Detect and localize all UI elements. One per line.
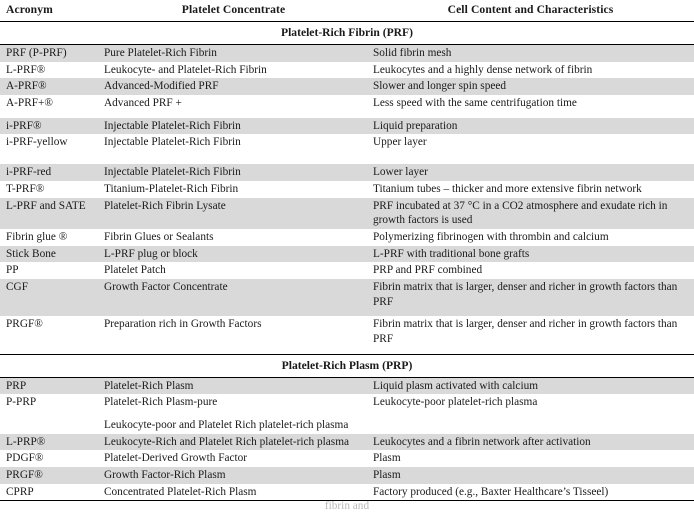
table-row [0, 95, 694, 118]
cell-acronym: L-PRF and SATE [0, 198, 100, 229]
cell-acronym: T-PRF® [0, 181, 100, 198]
cell-acronym: PDGF® [0, 450, 100, 467]
cell-concentrate: Pure Platelet-Rich Fibrin [100, 45, 367, 62]
cell-concentrate: Advanced-Modified PRF [100, 78, 367, 95]
table-row [0, 450, 694, 467]
section-header-prp [0, 354, 694, 377]
cell-acronym: L-PRP® [0, 434, 100, 451]
cell-acronym: i-PRF-yellow [0, 134, 100, 164]
header-row [0, 0, 694, 22]
cell-acronym [0, 417, 100, 434]
cell-characteristics: Fibrin matrix that is larger, denser and richer in growth factors than PRF [367, 279, 694, 316]
table-row [0, 262, 694, 279]
section-title-prp: Platelet-Rich Plasm (PRP) [0, 354, 694, 377]
cell-concentrate: Preparation rich in Growth Factors [100, 316, 367, 354]
cell-characteristics: Lower layer [367, 164, 694, 181]
cell-concentrate: Advanced PRF + [100, 95, 367, 118]
table-row [0, 484, 694, 501]
table-row [0, 198, 694, 229]
cell-acronym: L-PRF® [0, 62, 100, 79]
cell-characteristics: Upper layer [367, 134, 694, 164]
cell-characteristics: Polymerizing fibrinogen with thrombin and calcium [367, 229, 694, 246]
cell-characteristics: L-PRF with traditional bone grafts [367, 246, 694, 263]
cell-concentrate: Leukocyte-poor and Platelet Rich platelet-rich plasma [100, 417, 367, 434]
cell-characteristics: Slower and longer spin speed [367, 78, 694, 95]
table-row [0, 181, 694, 198]
table-row [0, 134, 694, 164]
table-row [0, 394, 694, 417]
cell-concentrate: Injectable Platelet-Rich Fibrin [100, 164, 367, 181]
column-header-cell-content: Cell Content and Characteristics [367, 0, 694, 22]
table-row [0, 417, 694, 434]
column-header-acronym: Acronym [0, 0, 100, 22]
cell-characteristics: PRF incubated at 37 °C in a CO2 atmosphere and exudate rich in growth factors is used [367, 198, 694, 229]
cell-characteristics: Fibrin matrix that is larger, denser and richer in growth factors than PRF [367, 316, 694, 354]
table-row [0, 434, 694, 451]
cell-concentrate: Leukocyte-Rich and Platelet Rich platelet-rich plasma [100, 434, 367, 451]
cell-acronym: PRP [0, 377, 100, 394]
cell-concentrate: Injectable Platelet-Rich Fibrin [100, 134, 367, 164]
cell-concentrate: Leukocyte- and Platelet-Rich Fibrin [100, 62, 367, 79]
cell-concentrate: Titanium-Platelet-Rich Fibrin [100, 181, 367, 198]
cell-concentrate: Fibrin Glues or Sealants [100, 229, 367, 246]
cell-characteristics: Factory produced (e.g., Baxter Healthcare’s Tisseel) [367, 484, 694, 501]
footer-cut-label: fibrin and [324, 500, 370, 512]
cell-characteristics: Liquid preparation [367, 118, 694, 135]
cell-concentrate: Concentrated Platelet-Rich Plasm [100, 484, 367, 501]
footer-cut-text [0, 500, 694, 521]
cell-acronym: A-PRF+® [0, 95, 100, 118]
cell-characteristics: Leukocytes and a fibrin network after activation [367, 434, 694, 451]
cell-concentrate: Platelet-Rich Plasm-pure [100, 394, 367, 417]
cell-characteristics: Leukocytes and a highly dense network of fibrin [367, 62, 694, 79]
cell-characteristics: PRP and PRF combined [367, 262, 694, 279]
table-row [0, 246, 694, 263]
table-row [0, 78, 694, 95]
cell-concentrate: Platelet-Derived Growth Factor [100, 450, 367, 467]
cell-characteristics: Less speed with the same centrifugation time [367, 95, 694, 118]
cell-characteristics: Liquid plasm activated with calcium [367, 377, 694, 394]
cell-acronym: Stick Bone [0, 246, 100, 263]
cell-acronym: CPRP [0, 484, 100, 501]
table-body-prp [0, 354, 694, 501]
table-row [0, 377, 694, 394]
cell-concentrate: Platelet Patch [100, 262, 367, 279]
table-row [0, 279, 694, 316]
table-row [0, 45, 694, 62]
table-row [0, 467, 694, 484]
cell-characteristics [367, 417, 694, 434]
section-header-prf [0, 22, 694, 45]
table-body-prf [0, 22, 694, 354]
cell-characteristics: Plasm [367, 450, 694, 467]
cell-acronym: PRF (P-PRF) [0, 45, 100, 62]
cell-concentrate: L-PRF plug or block [100, 246, 367, 263]
table-row [0, 62, 694, 79]
cell-acronym: i-PRF® [0, 118, 100, 135]
cell-acronym: P-PRP [0, 394, 100, 417]
cell-characteristics: Leukocyte-poor platelet-rich plasma [367, 394, 694, 417]
cell-acronym: i-PRF-red [0, 164, 100, 181]
cell-characteristics: Plasm [367, 467, 694, 484]
cell-acronym: Fibrin glue ® [0, 229, 100, 246]
column-header-platelet-concentrate: Platelet Concentrate [100, 0, 367, 22]
cell-acronym: PRGF® [0, 316, 100, 354]
table-row [0, 118, 694, 135]
table-header [0, 0, 694, 22]
cell-acronym: PP [0, 262, 100, 279]
cell-characteristics: Solid fibrin mesh [367, 45, 694, 62]
cell-concentrate: Platelet-Rich Plasm [100, 377, 367, 394]
section-title-prf: Platelet-Rich Fibrin (PRF) [0, 22, 694, 45]
table-row [0, 164, 694, 181]
table-row [0, 316, 694, 354]
cell-concentrate: Growth Factor Concentrate [100, 279, 367, 316]
cell-concentrate: Platelet-Rich Fibrin Lysate [100, 198, 367, 229]
cell-concentrate: Injectable Platelet-Rich Fibrin [100, 118, 367, 135]
table-row [0, 229, 694, 246]
cell-acronym: PRGF® [0, 467, 100, 484]
cell-characteristics: Titanium tubes – thicker and more extensive fibrin network [367, 181, 694, 198]
cell-concentrate: Growth Factor-Rich Plasm [100, 467, 367, 484]
cell-acronym: A-PRF® [0, 78, 100, 95]
cell-acronym: CGF [0, 279, 100, 316]
